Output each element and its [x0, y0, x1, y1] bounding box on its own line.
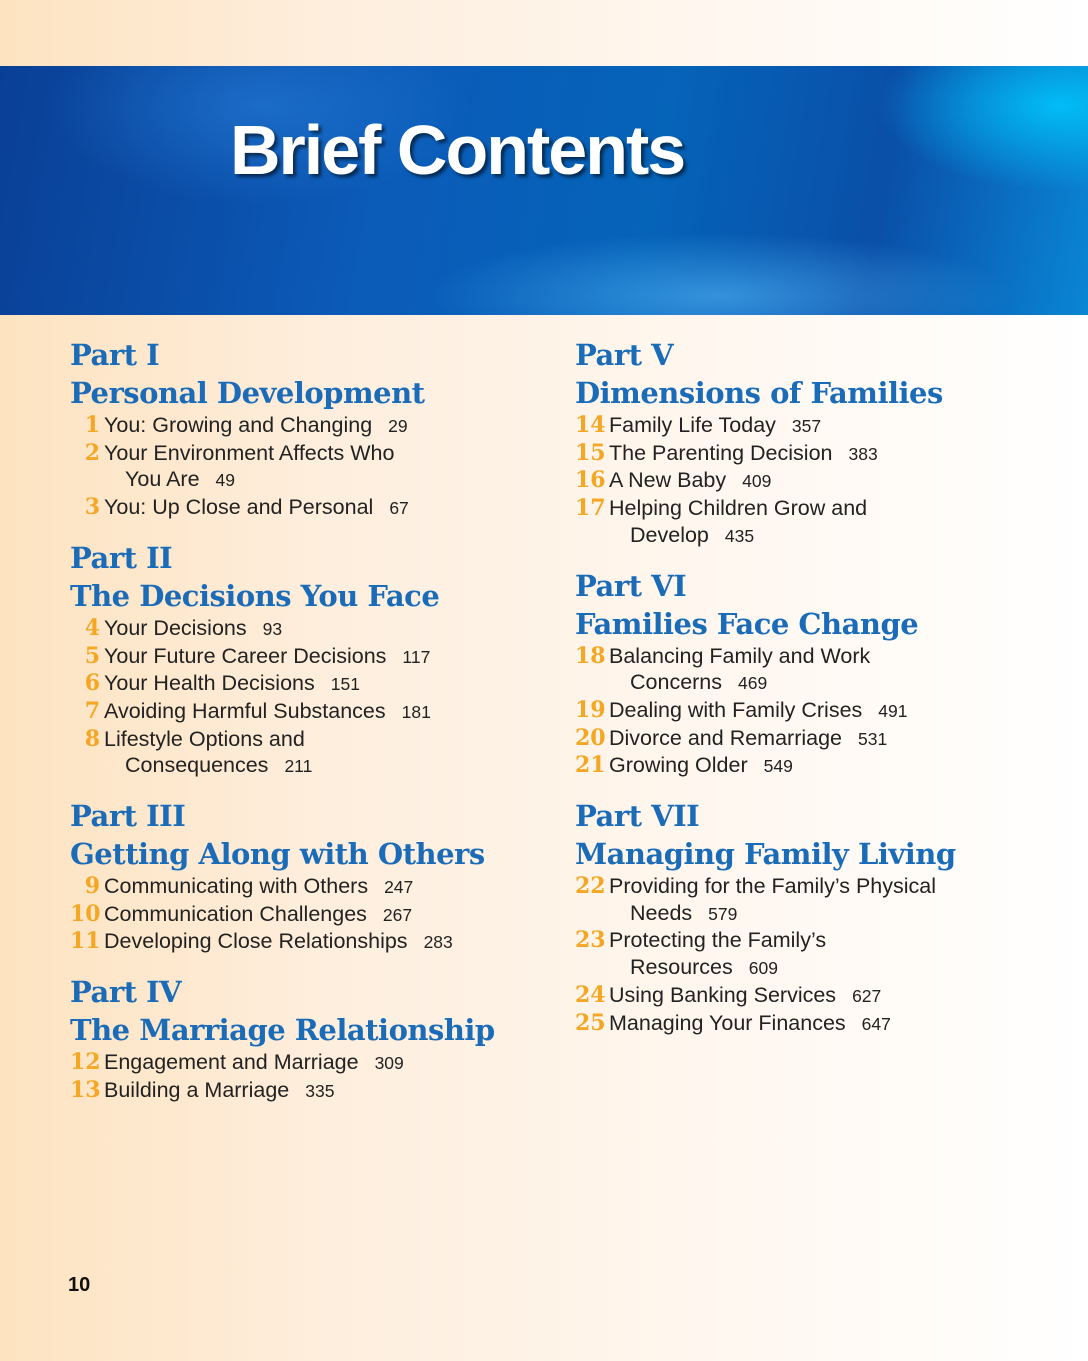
part-heading: [575, 797, 1075, 873]
chapter-title-line1: [609, 643, 1075, 670]
part-name: Dimensions of Families: [575, 376, 943, 410]
chapter-page: 435: [724, 525, 755, 546]
chapter-number: 10: [70, 900, 101, 927]
chapter-title-line1: [609, 927, 1075, 954]
part-label: Part III: [70, 799, 186, 834]
chapter-title: Lifestyle Options and: [104, 726, 305, 751]
part-heading: [70, 973, 540, 1049]
chapter-number: 25: [575, 1009, 606, 1036]
chapter-title-cont: Concerns: [630, 670, 723, 695]
chapter-entry[interactable]: [70, 1077, 540, 1105]
chapter-title-line1: [104, 494, 540, 522]
chapter-number: 24: [575, 981, 606, 1008]
chapter-title: Divorce and Remarriage: [609, 725, 843, 750]
chapter-number: 16: [575, 467, 606, 494]
toc-part: [575, 797, 1075, 1037]
chapter-entry[interactable]: [575, 643, 1075, 697]
chapter-number: 5: [84, 642, 100, 669]
chapter-entry[interactable]: [70, 615, 540, 643]
chapter-list: [70, 615, 540, 780]
chapter-title-line2: [104, 752, 540, 780]
chapter-title-line1: [609, 725, 1075, 753]
chapter-page: 579: [708, 903, 738, 924]
chapter-title: Balancing Family and Work: [609, 643, 871, 668]
chapter-number: 18: [575, 642, 606, 669]
chapter-list: [70, 873, 540, 956]
chapter-number: 9: [84, 873, 100, 900]
chapter-page: 469: [738, 673, 768, 694]
part-name: The Marriage Relationship: [70, 1013, 495, 1048]
chapter-title-cont: Develop: [630, 522, 709, 547]
chapter-entry[interactable]: [575, 725, 1075, 753]
chapter-entry[interactable]: [70, 1049, 540, 1077]
chapter-entry[interactable]: [575, 1010, 1075, 1038]
chapter-page: 647: [861, 1013, 891, 1034]
toc-part: [70, 973, 540, 1104]
chapter-entry[interactable]: [70, 494, 540, 522]
chapter-text: [609, 440, 1075, 468]
chapter-title-line1: [104, 1077, 540, 1105]
chapter-text: [104, 1049, 540, 1077]
chapter-page: 93: [262, 618, 283, 639]
chapter-page: 491: [878, 700, 908, 721]
chapter-page: 49: [215, 470, 235, 491]
chapter-title-line1: [104, 901, 540, 929]
chapter-number: 4: [84, 614, 100, 641]
chapter-title: Engagement and Marriage: [104, 1050, 359, 1075]
chapter-number: 3: [84, 494, 100, 521]
toc-right-column: [575, 336, 1075, 1054]
chapter-title-line1: [104, 440, 540, 467]
chapter-text: [104, 928, 540, 956]
toc-part: [70, 797, 540, 956]
part-label: Part VII: [575, 799, 700, 834]
chapter-entry[interactable]: [70, 928, 540, 956]
chapter-text: [609, 927, 1075, 981]
chapter-title-line1: [104, 412, 540, 440]
part-name: The Decisions You Face: [70, 578, 440, 613]
chapter-list: [575, 873, 1075, 1037]
chapter-page: 29: [388, 416, 408, 436]
chapter-number: 21: [575, 752, 606, 779]
chapter-text: [609, 752, 1075, 780]
chapter-title-line1: [609, 1010, 1075, 1038]
chapter-page: 549: [763, 756, 793, 777]
chapter-number: 11: [70, 928, 101, 955]
toc-left-column: [70, 336, 540, 1122]
chapter-number: 2: [84, 439, 100, 466]
chapter-page: 627: [852, 985, 882, 1006]
chapter-entry[interactable]: [575, 982, 1075, 1010]
chapter-entry[interactable]: [575, 927, 1075, 981]
chapter-page: 383: [848, 443, 878, 464]
chapter-entry[interactable]: [575, 467, 1075, 495]
chapter-title: Managing Your Finances: [609, 1010, 846, 1035]
chapter-title-cont: Resources: [630, 955, 733, 980]
part-label: Part IV: [70, 975, 182, 1010]
chapter-text: [609, 467, 1075, 495]
chapter-entry[interactable]: [575, 412, 1075, 440]
chapter-title: Communicating with Others: [104, 874, 369, 899]
chapter-title-line1: [609, 467, 1075, 495]
chapter-number: 17: [575, 495, 606, 522]
header-banner: [0, 66, 1088, 315]
chapter-page: 267: [382, 904, 413, 925]
chapter-page: 309: [374, 1053, 404, 1074]
chapter-title: Your Environment Affects Who: [104, 440, 395, 465]
chapter-title-line2: [104, 466, 540, 494]
chapter-title-line1: [104, 1049, 540, 1077]
chapter-title: Communication Challenges: [104, 901, 367, 926]
chapter-title-cont: You Are: [125, 467, 200, 492]
chapter-text: [104, 643, 540, 671]
part-heading: [70, 336, 540, 412]
chapter-entry[interactable]: [575, 440, 1075, 468]
chapter-entry[interactable]: [575, 873, 1075, 927]
chapter-title: Growing Older: [609, 753, 748, 778]
chapter-number: 15: [575, 439, 606, 466]
chapter-title: The Parenting Decision: [609, 440, 833, 465]
page-number: 10: [68, 1274, 91, 1296]
chapter-text: [104, 494, 540, 522]
part-name: Managing Family Living: [575, 837, 956, 872]
chapter-title: Family Life Today: [609, 413, 776, 437]
chapter-page: 151: [330, 674, 360, 695]
toc-part: [575, 567, 1075, 781]
chapter-title-line1: [609, 697, 1075, 725]
chapter-title-line1: [104, 643, 540, 671]
chapter-number: 8: [84, 725, 100, 752]
toc-part: [70, 336, 540, 522]
part-label: Part I: [70, 338, 160, 372]
chapter-entry[interactable]: [70, 643, 540, 671]
chapter-entry[interactable]: [70, 901, 540, 929]
chapter-page: 67: [389, 498, 409, 519]
chapter-page: 357: [791, 416, 822, 436]
chapter-text: [609, 697, 1075, 725]
chapter-number: 7: [84, 697, 100, 724]
chapter-title: You: Growing and Changing: [104, 413, 373, 437]
chapter-number: 6: [84, 670, 100, 697]
chapter-list: [70, 412, 540, 522]
chapter-title-line1: [104, 698, 540, 726]
chapter-entry[interactable]: [70, 412, 540, 440]
chapter-text: [104, 412, 540, 440]
chapter-title-cont: Needs: [630, 900, 693, 925]
chapter-number: 23: [575, 927, 606, 954]
toc-part: [70, 539, 540, 780]
chapter-page: 181: [401, 701, 431, 722]
part-name: Families Face Change: [575, 606, 919, 641]
chapter-number: 12: [70, 1049, 101, 1076]
chapter-title: Providing for the Family’s Physical: [609, 874, 937, 899]
chapter-title: You: Up Close and Personal: [104, 495, 374, 520]
chapter-number: 13: [70, 1076, 101, 1103]
chapter-number: 19: [575, 696, 606, 723]
part-label: Part V: [575, 338, 674, 372]
chapter-text: [104, 901, 540, 929]
chapter-text: [104, 873, 540, 901]
chapter-entry[interactable]: [70, 440, 540, 494]
chapter-text: [104, 698, 540, 726]
part-heading: [575, 336, 1075, 412]
chapter-text: [609, 643, 1075, 697]
chapter-title: Protecting the Family’s: [609, 928, 827, 953]
chapter-page: 531: [858, 728, 888, 749]
chapter-title-line1: [609, 440, 1075, 468]
chapter-title-line2: [609, 954, 1075, 982]
part-name: Getting Along with Others: [70, 837, 485, 872]
chapter-page: 283: [423, 932, 453, 953]
chapter-title-line1: [104, 873, 540, 901]
chapter-title: Building a Marriage: [104, 1077, 290, 1102]
chapter-entry[interactable]: [70, 873, 540, 901]
chapter-text: [609, 1010, 1075, 1038]
chapter-entry[interactable]: [575, 752, 1075, 780]
chapter-title: Your Decisions: [104, 615, 247, 640]
part-heading: [70, 797, 540, 873]
chapter-entry[interactable]: [70, 726, 540, 780]
chapter-text: [104, 1077, 540, 1105]
chapter-entry[interactable]: [70, 670, 540, 698]
part-name: Personal Development: [70, 376, 425, 410]
part-label: Part II: [70, 540, 173, 575]
part-label: Part VI: [575, 568, 687, 603]
chapter-title-line1: [609, 752, 1075, 780]
part-heading: [575, 567, 1075, 643]
chapter-title: Avoiding Harmful Substances: [104, 698, 386, 723]
chapter-page: 609: [748, 958, 778, 979]
chapter-title-line1: [104, 928, 540, 956]
chapter-list: [575, 412, 1075, 550]
chapter-title-line1: [609, 495, 1075, 522]
chapter-entry[interactable]: [70, 698, 540, 726]
chapter-title-line1: [609, 982, 1075, 1010]
chapter-entry[interactable]: [575, 697, 1075, 725]
chapter-page: 211: [284, 756, 313, 777]
chapter-title-line2: [609, 900, 1075, 928]
chapter-page: 335: [305, 1080, 335, 1101]
chapter-text: [609, 412, 1075, 440]
chapter-page: 247: [384, 877, 414, 898]
chapter-title: A New Baby: [609, 468, 727, 493]
chapter-title: Helping Children Grow and: [609, 496, 868, 521]
chapter-title: Your Health Decisions: [104, 671, 315, 696]
chapter-title-line2: [609, 669, 1075, 697]
chapter-text: [609, 495, 1075, 549]
chapter-entry[interactable]: [575, 495, 1075, 549]
chapter-title-line1: [104, 615, 540, 643]
chapter-text: [609, 873, 1075, 927]
chapter-text: [104, 440, 540, 494]
part-heading: [70, 539, 540, 615]
chapter-text: [609, 725, 1075, 753]
chapter-list: [575, 643, 1075, 781]
chapter-list: [70, 1049, 540, 1104]
chapter-title-cont: Consequences: [125, 753, 269, 778]
chapter-text: [104, 670, 540, 698]
chapter-number: 22: [575, 873, 606, 900]
chapter-title-line2: [609, 522, 1075, 550]
chapter-number: 1: [84, 412, 100, 438]
chapter-title-line1: [609, 412, 1075, 440]
toc-part: [575, 336, 1075, 550]
chapter-number: 14: [575, 412, 606, 438]
chapter-title-line1: [104, 726, 540, 753]
page-title: Brief Contents: [230, 111, 685, 189]
chapter-text: [104, 615, 540, 643]
chapter-title-line1: [609, 873, 1075, 900]
chapter-number: 20: [575, 724, 606, 751]
chapter-title: Dealing with Family Crises: [609, 697, 863, 722]
chapter-title: Developing Close Relationships: [104, 929, 408, 954]
chapter-title-line1: [104, 670, 540, 698]
chapter-title: Using Banking Services: [609, 982, 837, 1007]
chapter-title: Your Future Career Decisions: [104, 643, 387, 668]
chapter-text: [104, 726, 540, 780]
chapter-page: 409: [742, 471, 772, 492]
chapter-text: [609, 982, 1075, 1010]
chapter-page: 117: [402, 646, 431, 667]
